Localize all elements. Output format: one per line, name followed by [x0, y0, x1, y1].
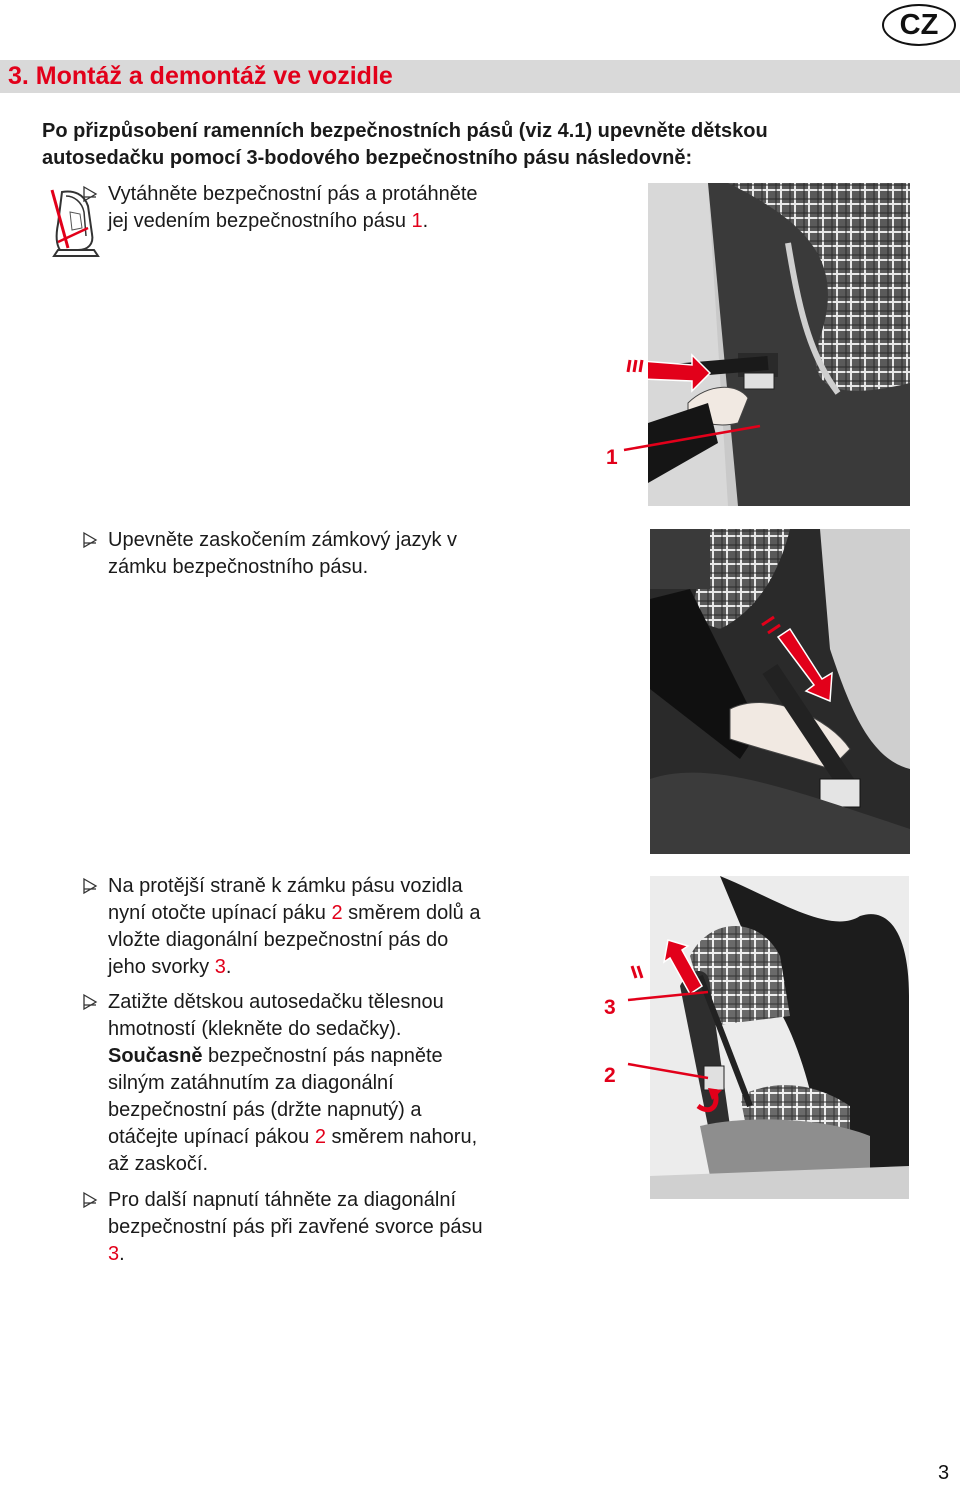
- language-badge: [882, 4, 956, 46]
- bullet-arrow-icon: [82, 993, 98, 1011]
- step-2-line-1: Upevněte zaskočením zámkový jazyk v: [108, 529, 458, 551]
- step-4-text-2: otáčejte upínací pákou: [108, 1126, 315, 1148]
- callout-1: 1: [606, 446, 618, 469]
- step-5-ref-3: 3: [108, 1243, 120, 1265]
- photo-buckle-latch-illustration: [650, 529, 910, 854]
- step-4-text: bezpečnostní pás napněte: [202, 1045, 443, 1067]
- bullet-arrow-icon: [82, 531, 98, 549]
- intro-paragraph: [42, 118, 902, 172]
- callout-lines-2-3: [604, 980, 716, 1100]
- step-3-period: .: [225, 956, 232, 978]
- step-4-ref-2: 2: [314, 1126, 326, 1148]
- step-1-ref: 1: [411, 210, 423, 232]
- step-3-line-4: [108, 954, 598, 981]
- step-3-ref-3: 3: [214, 956, 226, 978]
- step-3-line-3: vložte diagonální bezpečnostní pás do: [108, 929, 449, 951]
- step-3-text-cont: směrem dolů a: [342, 902, 481, 924]
- callout-2: 2: [604, 1064, 616, 1087]
- step-4-emphasis: Současně: [108, 1045, 203, 1067]
- step-5-line-3: [108, 1241, 598, 1268]
- step-4-text-3: směrem nahoru,: [325, 1126, 478, 1148]
- step-5-period: .: [119, 1243, 125, 1265]
- step-2-line-2: zámku bezpečnostního pásu.: [108, 556, 369, 578]
- bullet-arrow-icon: [82, 877, 98, 895]
- bullet-arrow-icon: [82, 185, 98, 203]
- language-code: CZ: [899, 8, 939, 41]
- step-3-line-1: Na protější straně k zámku pásu vozidla: [108, 875, 463, 897]
- step-4-line-7: až zaskočí.: [108, 1153, 209, 1175]
- step-4: [108, 989, 598, 1178]
- step-4-line-1: Zatižte dětskou autosedačku tělesnou: [108, 991, 444, 1013]
- step-1-line-1: Vytáhněte bezpečnostní pás a protáhněte: [108, 183, 478, 205]
- page-number: 3: [938, 1462, 950, 1484]
- motion-marks-icon: [628, 962, 658, 982]
- intro-line-2: autosedačku pomocí 3-bodového bezpečnostního pásu následovně:: [42, 147, 693, 169]
- photo-buckle-latch: [650, 529, 910, 854]
- step-3-line-2: [108, 900, 598, 927]
- step-4-line-4: silným zatáhnutím za diagonální: [108, 1072, 394, 1094]
- motion-marks-icon: [626, 356, 656, 376]
- step-5: [108, 1187, 598, 1268]
- step-1-line-2: [108, 208, 598, 235]
- section-title: 3. Montáž a demontáž ve vozidle: [8, 62, 393, 90]
- step-2: [108, 527, 598, 581]
- step-3-text: nyní otočte upínací páku: [108, 902, 332, 924]
- callout-3: 3: [604, 996, 616, 1019]
- step-4-line-2: hmotností (klekněte do sedačky).: [108, 1018, 402, 1040]
- step-3-ref-2: 2: [331, 902, 343, 924]
- step-3: [108, 873, 598, 981]
- bullet-arrow-icon: [82, 1191, 98, 1209]
- step-1-text: jej vedením bezpečnostního pásu: [108, 210, 412, 232]
- step-3-text-end: jeho svorky: [108, 956, 215, 978]
- step-4-line-5: bezpečnostní pás (držte napnutý) a: [108, 1099, 422, 1121]
- step-1-period: .: [422, 210, 429, 232]
- step-1: [108, 181, 598, 235]
- intro-line-1: Po přizpůsobení ramenních bezpečnostních pásů (viz 4.1) upevněte dětskou: [42, 120, 768, 142]
- callout-line-1: [610, 420, 770, 468]
- step-4-line-6: [108, 1124, 598, 1151]
- step-4-line-3: [108, 1043, 598, 1070]
- step-5-line-2: bezpečnostní pás při zavřené svorce pásu: [108, 1216, 483, 1238]
- step-5-line-1: Pro další napnutí táhněte za diagonální: [108, 1189, 457, 1211]
